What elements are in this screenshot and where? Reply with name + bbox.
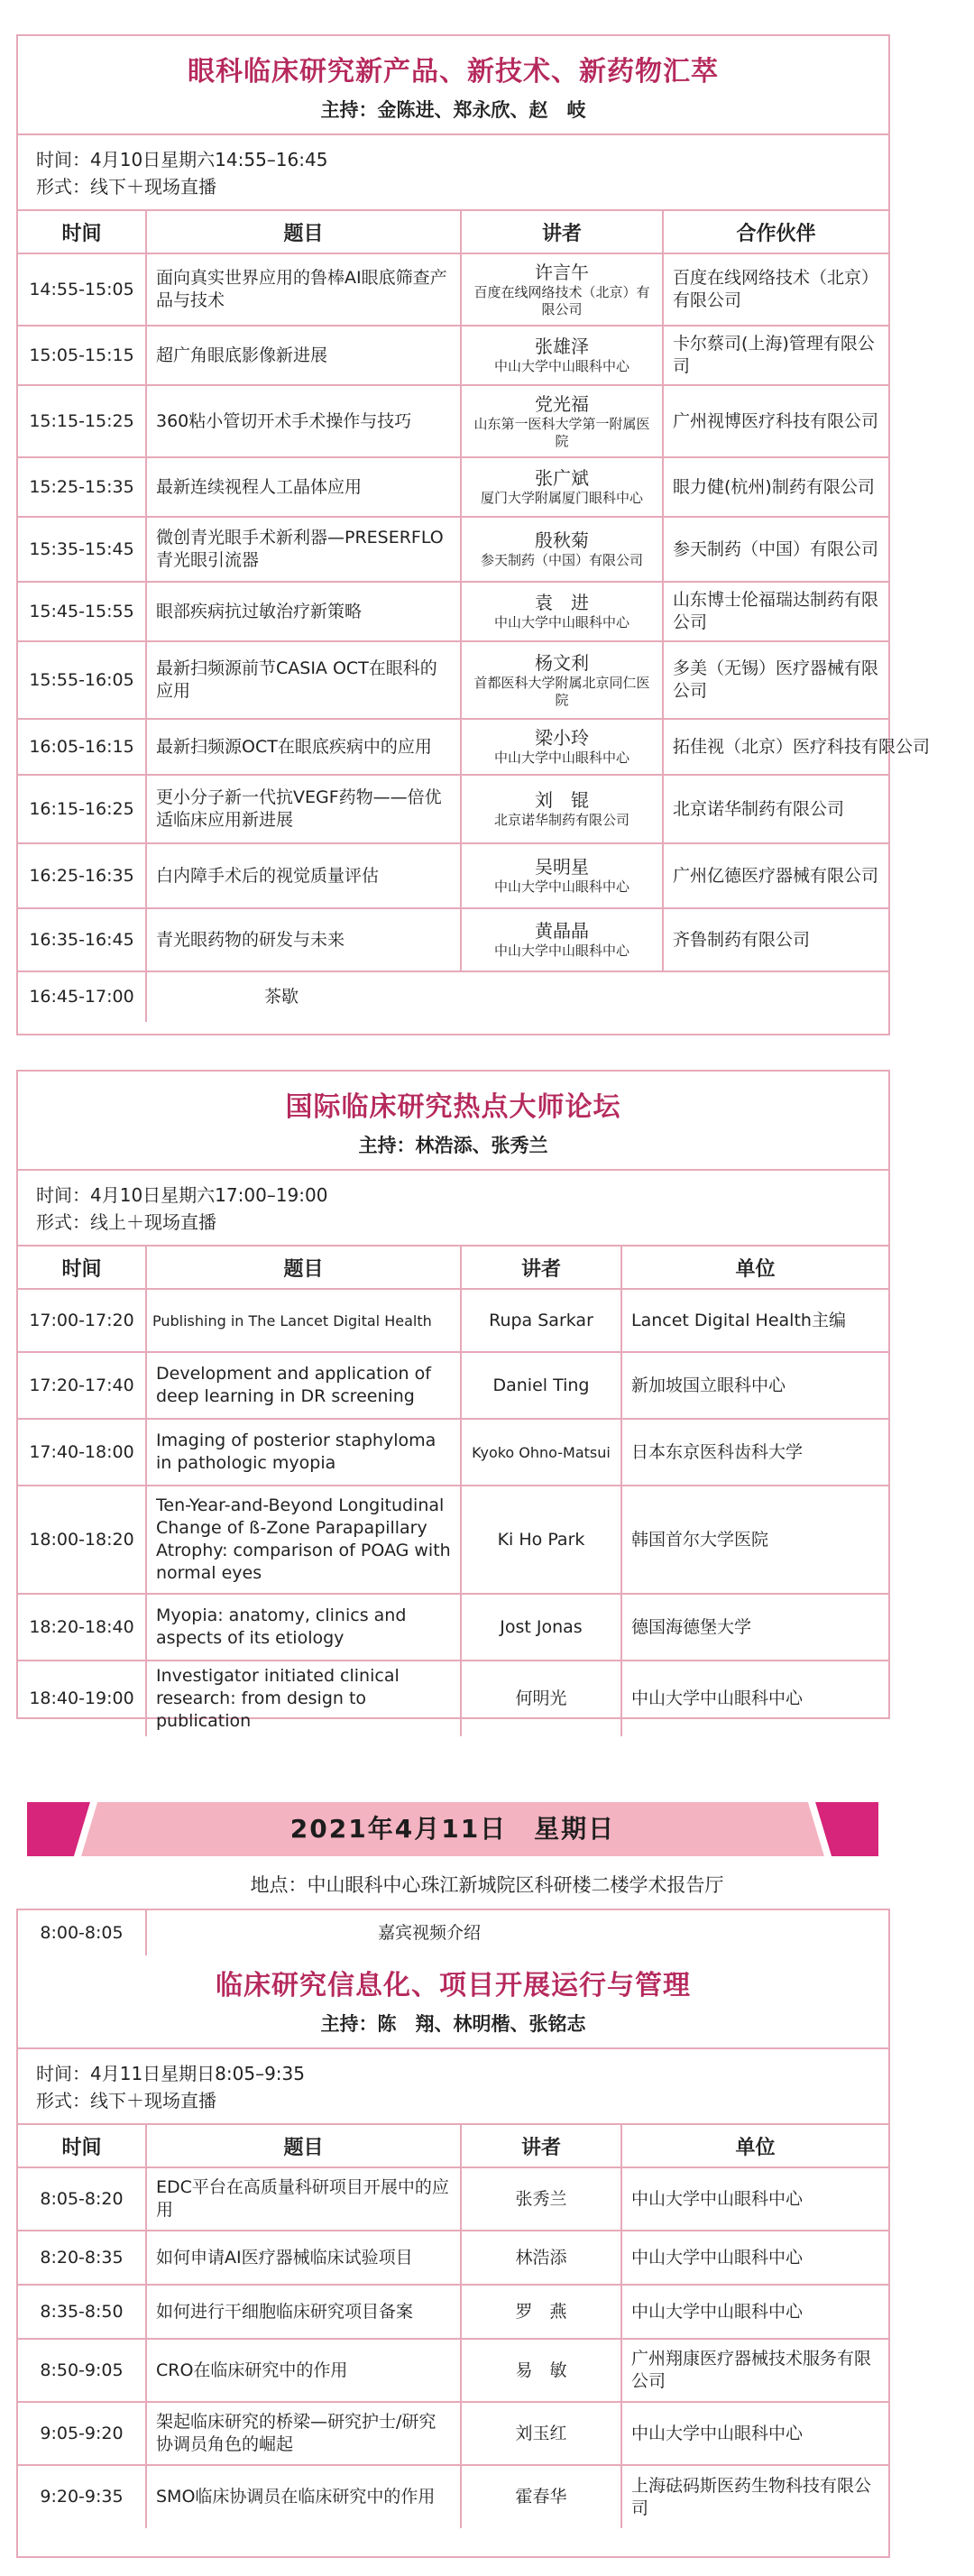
row-speaker bbox=[461, 908, 663, 971]
header-time: 时间 bbox=[18, 2124, 146, 2167]
schedule-table bbox=[18, 1245, 888, 1736]
schedule-table bbox=[18, 2123, 888, 2528]
speaker-name: 吴明星 bbox=[535, 856, 589, 878]
table-header-row bbox=[18, 2124, 888, 2167]
row-topic: 如何进行干细胞临床研究项目备案 bbox=[146, 2285, 461, 2339]
row-speaker bbox=[461, 582, 663, 641]
header-speaker: 讲者 bbox=[461, 2124, 621, 2167]
speaker-name: 许言午 bbox=[535, 261, 589, 283]
header-time: 时间 bbox=[18, 1246, 146, 1289]
row-unit: 中山大学中山眼科中心 bbox=[621, 1661, 888, 1736]
row-time: 15:55-16:05 bbox=[18, 641, 146, 719]
session-format: 形式：线上＋现场直播 bbox=[36, 1211, 216, 1233]
intro-table bbox=[18, 1910, 888, 1955]
row-partner: 齐鲁制药有限公司 bbox=[663, 908, 888, 971]
table-row bbox=[18, 908, 888, 971]
table-row bbox=[18, 326, 888, 385]
table-row bbox=[18, 517, 888, 582]
row-time: 14:55-15:05 bbox=[18, 253, 146, 326]
row-speaker: 张秀兰 bbox=[461, 2167, 621, 2231]
table-row bbox=[18, 2285, 888, 2339]
break-time: 16:45-17:00 bbox=[18, 971, 146, 1022]
speaker-affiliation: 中山大学中山眼科中心 bbox=[493, 879, 629, 895]
table-row bbox=[18, 2167, 888, 2231]
row-partner: 卡尔蔡司(上海)管理有限公司 bbox=[663, 326, 888, 385]
row-partner: 拓佳视（北京）医疗科技有限公司 bbox=[663, 719, 888, 775]
row-partner: 山东博士伦福瑞达制药有限公司 bbox=[663, 582, 888, 641]
table-row bbox=[18, 457, 888, 517]
table-row bbox=[18, 1594, 888, 1661]
session-format: 形式：线下＋现场直播 bbox=[36, 176, 216, 198]
speaker-name: 杨文利 bbox=[535, 651, 589, 674]
row-time: 18:00-18:20 bbox=[18, 1486, 146, 1594]
section-meta bbox=[18, 133, 888, 209]
speaker-name: 张雄泽 bbox=[535, 336, 589, 357]
table-row bbox=[18, 719, 888, 775]
row-partner: 广州亿德医疗器械有限公司 bbox=[663, 843, 888, 908]
section-clinical-research-management bbox=[16, 1909, 890, 2558]
row-topic: SMO临床协调员在临床研究中的作用 bbox=[146, 2465, 461, 2528]
speaker-affiliation: 参天制药（中国）有限公司 bbox=[480, 552, 643, 568]
row-speaker bbox=[461, 326, 663, 385]
header-partner: 合作伙伴 bbox=[663, 210, 888, 253]
row-topic: Ten-Year-and-Beyond Longitudinal Change of ß-Zone Parapapillary Atrophy: comparison of POAG with normal eyes bbox=[146, 1486, 461, 1594]
row-topic: 超广角眼底影像新进展 bbox=[146, 326, 461, 385]
header-topic: 题目 bbox=[146, 2124, 461, 2167]
section-title: 国际临床研究热点大师论坛 bbox=[285, 1091, 621, 1123]
header-unit: 单位 bbox=[621, 1246, 888, 1289]
row-unit: 日本东京医科齿科大学 bbox=[621, 1419, 888, 1486]
row-speaker bbox=[461, 775, 663, 843]
section-meta bbox=[18, 2047, 888, 2123]
row-topic: 青光眼药物的研发与未来 bbox=[146, 908, 461, 971]
speaker-affiliation: 北京诺华制药有限公司 bbox=[493, 812, 629, 828]
row-topic: 白内障手术后的视觉质量评估 bbox=[146, 843, 461, 908]
table-row bbox=[18, 2402, 888, 2465]
session-time: 时间：4月10日星期六17:00–19:00 bbox=[36, 1184, 328, 1206]
section-hosts: 主持：陈 翔、林明楷、张铭志 bbox=[320, 2013, 586, 2035]
section-hosts: 主持：金陈进、郑永欣、赵 岐 bbox=[320, 99, 586, 121]
row-time: 8:20-8:35 bbox=[18, 2231, 146, 2285]
row-topic: 最新扫频源OCT在眼底疾病中的应用 bbox=[146, 719, 461, 775]
row-speaker: 林浩添 bbox=[461, 2231, 621, 2285]
speaker-name: 袁 进 bbox=[535, 592, 589, 613]
row-speaker bbox=[461, 253, 663, 326]
row-time: 16:05-16:15 bbox=[18, 719, 146, 775]
row-time: 18:20-18:40 bbox=[18, 1594, 146, 1661]
row-speaker bbox=[461, 641, 663, 719]
table-row bbox=[18, 1661, 888, 1736]
table-row-break bbox=[18, 971, 888, 1022]
row-partner: 眼力健(杭州)制药有限公司 bbox=[663, 457, 888, 517]
row-speaker: Kyoko Ohno-Matsui bbox=[461, 1419, 621, 1486]
section-title: 临床研究信息化、项目开展运行与管理 bbox=[216, 1970, 691, 2001]
section-meta bbox=[18, 1169, 888, 1245]
row-topic: 360粘小管切开术手术操作与技巧 bbox=[146, 385, 461, 457]
speaker-name: 张广斌 bbox=[535, 467, 589, 489]
header-topic: 题目 bbox=[146, 210, 461, 253]
section-title: 眼科临床研究新产品、新技术、新药物汇萃 bbox=[188, 56, 719, 87]
row-topic: Publishing in The Lancet Digital Health bbox=[146, 1289, 461, 1352]
row-time: 17:40-18:00 bbox=[18, 1419, 146, 1486]
row-topic: Myopia: anatomy, clinics and aspects of its etiology bbox=[146, 1594, 461, 1661]
speaker-affiliation: 首都医科大学附属北京同仁医院 bbox=[473, 674, 650, 708]
speaker-name: 黄晶晶 bbox=[535, 920, 589, 942]
row-partner: 多美（无锡）医疗器械有限公司 bbox=[663, 641, 888, 719]
header-topic: 题目 bbox=[146, 1246, 461, 1289]
row-topic: 更小分子新一代抗VEGF药物——倍优适临床应用新进展 bbox=[146, 775, 461, 843]
row-partner: 北京诺华制药有限公司 bbox=[663, 775, 888, 843]
section-new-products bbox=[16, 34, 931, 1035]
row-unit: 广州翔康医疗器械技术服务有限公司 bbox=[621, 2339, 888, 2402]
row-time: 15:25-15:35 bbox=[18, 457, 146, 517]
row-topic: 微创青光眼手术新利器—PRESERFLO青光眼引流器 bbox=[146, 517, 461, 582]
table-row bbox=[18, 253, 888, 326]
row-topic: EDC平台在高质量科研项目开展中的应用 bbox=[146, 2167, 461, 2231]
row-topic: 最新扫频源前节CASIA OCT在眼科的应用 bbox=[146, 641, 461, 719]
row-speaker: 霍春华 bbox=[461, 2465, 621, 2528]
row-time: 9:05-9:20 bbox=[18, 2402, 146, 2465]
table-row bbox=[18, 582, 888, 641]
row-time: 8:05-8:20 bbox=[18, 2167, 146, 2231]
row-speaker: Ki Ho Park bbox=[461, 1486, 621, 1594]
row-unit: 中山大学中山眼科中心 bbox=[621, 2285, 888, 2339]
speaker-name: 党光福 bbox=[535, 392, 589, 415]
header-speaker: 讲者 bbox=[461, 1246, 621, 1289]
row-topic: 架起临床研究的桥梁—研究护士/研究协调员角色的崛起 bbox=[146, 2402, 461, 2465]
row-speaker bbox=[461, 843, 663, 908]
row-speaker: 刘玉红 bbox=[461, 2402, 621, 2465]
header-speaker: 讲者 bbox=[461, 210, 663, 253]
section-international-forum bbox=[16, 1070, 890, 1731]
row-time: 8:50-9:05 bbox=[18, 2339, 146, 2402]
row-unit: 韩国首尔大学医院 bbox=[621, 1486, 888, 1594]
speaker-affiliation: 中山大学中山眼科中心 bbox=[493, 614, 629, 630]
break-label: 茶歇 bbox=[146, 971, 888, 1022]
venue-line: 地点：中山眼科中心珠江新城院区科研楼二楼学术报告厅 bbox=[250, 1874, 724, 1896]
row-time: 17:20-17:40 bbox=[18, 1352, 146, 1419]
day-banner-date: 2021年4月11日 星期日 bbox=[289, 1814, 616, 1844]
row-unit: 中山大学中山眼科中心 bbox=[621, 2231, 888, 2285]
day-banner bbox=[27, 1802, 878, 1856]
row-speaker bbox=[461, 457, 663, 517]
speaker-affiliation: 中山大学中山眼科中心 bbox=[493, 750, 629, 766]
row-partner: 广州视博医疗科技有限公司 bbox=[663, 385, 888, 457]
row-unit: 上海砝码斯医药生物科技有限公司 bbox=[621, 2465, 888, 2528]
row-time: 15:15-15:25 bbox=[18, 385, 146, 457]
row-topic: 面向真实世界应用的鲁棒AI眼底筛查产品与技术 bbox=[146, 253, 461, 326]
schedule-table bbox=[18, 209, 931, 1022]
row-unit: 中山大学中山眼科中心 bbox=[621, 2402, 888, 2465]
table-row bbox=[18, 1419, 888, 1486]
row-time: 17:00-17:20 bbox=[18, 1289, 146, 1352]
table-row bbox=[18, 775, 888, 843]
row-topic: Investigator initiated clinical research: from design to publication bbox=[146, 1661, 461, 1736]
row-speaker: Rupa Sarkar bbox=[461, 1289, 621, 1352]
row-speaker: 易 敏 bbox=[461, 2339, 621, 2402]
row-time: 16:35-16:45 bbox=[18, 908, 146, 971]
header-unit: 单位 bbox=[621, 2124, 888, 2167]
row-topic: Development and application of deep learning in DR screening bbox=[146, 1352, 461, 1419]
header-time: 时间 bbox=[18, 210, 146, 253]
speaker-affiliation: 中山大学中山眼科中心 bbox=[493, 943, 629, 959]
intro-time: 8:00-8:05 bbox=[18, 1910, 146, 1955]
row-topic: 最新连续视程人工晶体应用 bbox=[146, 457, 461, 517]
table-header-row bbox=[18, 1246, 888, 1289]
table-row bbox=[18, 843, 888, 908]
speaker-affiliation: 厦门大学附属厦门眼科中心 bbox=[480, 490, 643, 506]
speaker-name: 梁小玲 bbox=[535, 727, 589, 749]
table-row bbox=[18, 1486, 888, 1594]
row-partner: 参天制药（中国）有限公司 bbox=[663, 517, 888, 582]
row-time: 15:35-15:45 bbox=[18, 517, 146, 582]
row-time: 9:20-9:35 bbox=[18, 2465, 146, 2528]
row-speaker bbox=[461, 385, 663, 457]
table-row bbox=[18, 2465, 888, 2528]
row-time: 8:35-8:50 bbox=[18, 2285, 146, 2339]
table-row bbox=[18, 2231, 888, 2285]
row-speaker: Jost Jonas bbox=[461, 1594, 621, 1661]
speaker-name: 殷秋菊 bbox=[535, 529, 589, 551]
table-row bbox=[18, 1352, 888, 1419]
row-speaker bbox=[461, 517, 663, 582]
row-topic: Imaging of posterior staphyloma in pathologic myopia bbox=[146, 1419, 461, 1486]
row-topic: 如何申请AI医疗器械临床试验项目 bbox=[146, 2231, 461, 2285]
row-unit: Lancet Digital Health主编 bbox=[621, 1289, 888, 1352]
row-time: 15:05-15:15 bbox=[18, 326, 146, 385]
speaker-name: 刘 锟 bbox=[535, 789, 589, 811]
section-hosts: 主持：林浩添、张秀兰 bbox=[358, 1135, 548, 1156]
row-speaker: 罗 燕 bbox=[461, 2285, 621, 2339]
table-row-intro bbox=[18, 1910, 888, 1955]
row-topic: CRO在临床研究中的作用 bbox=[146, 2339, 461, 2402]
table-row bbox=[18, 2339, 888, 2402]
row-unit: 新加坡国立眼科中心 bbox=[621, 1352, 888, 1419]
row-time: 16:15-16:25 bbox=[18, 775, 146, 843]
session-time: 时间：4月10日星期六14:55–16:45 bbox=[36, 149, 328, 170]
row-topic: 眼部疾病抗过敏治疗新策略 bbox=[146, 582, 461, 641]
row-unit: 中山大学中山眼科中心 bbox=[621, 2167, 888, 2231]
row-speaker: Daniel Ting bbox=[461, 1352, 621, 1419]
session-format: 形式：线下＋现场直播 bbox=[36, 2090, 216, 2111]
speaker-affiliation: 百度在线网络技术（北京）有限公司 bbox=[473, 283, 650, 317]
row-partner: 百度在线网络技术（北京）有限公司 bbox=[663, 253, 888, 326]
row-time: 16:25-16:35 bbox=[18, 843, 146, 908]
intro-label: 嘉宾视频介绍 bbox=[146, 1910, 888, 1955]
speaker-affiliation: 山东第一医科大学第一附属医院 bbox=[473, 415, 650, 449]
row-speaker bbox=[461, 719, 663, 775]
row-speaker: 何明光 bbox=[461, 1661, 621, 1736]
row-unit: 德国海德堡大学 bbox=[621, 1594, 888, 1661]
table-row bbox=[18, 1289, 888, 1352]
table-header-row bbox=[18, 210, 888, 253]
row-time: 15:45-15:55 bbox=[18, 582, 146, 641]
table-row bbox=[18, 641, 888, 719]
row-time: 18:40-19:00 bbox=[18, 1661, 146, 1736]
session-time: 时间：4月11日星期日8:05–9:35 bbox=[36, 2063, 305, 2084]
table-row bbox=[18, 385, 888, 457]
speaker-affiliation: 中山大学中山眼科中心 bbox=[493, 358, 629, 374]
